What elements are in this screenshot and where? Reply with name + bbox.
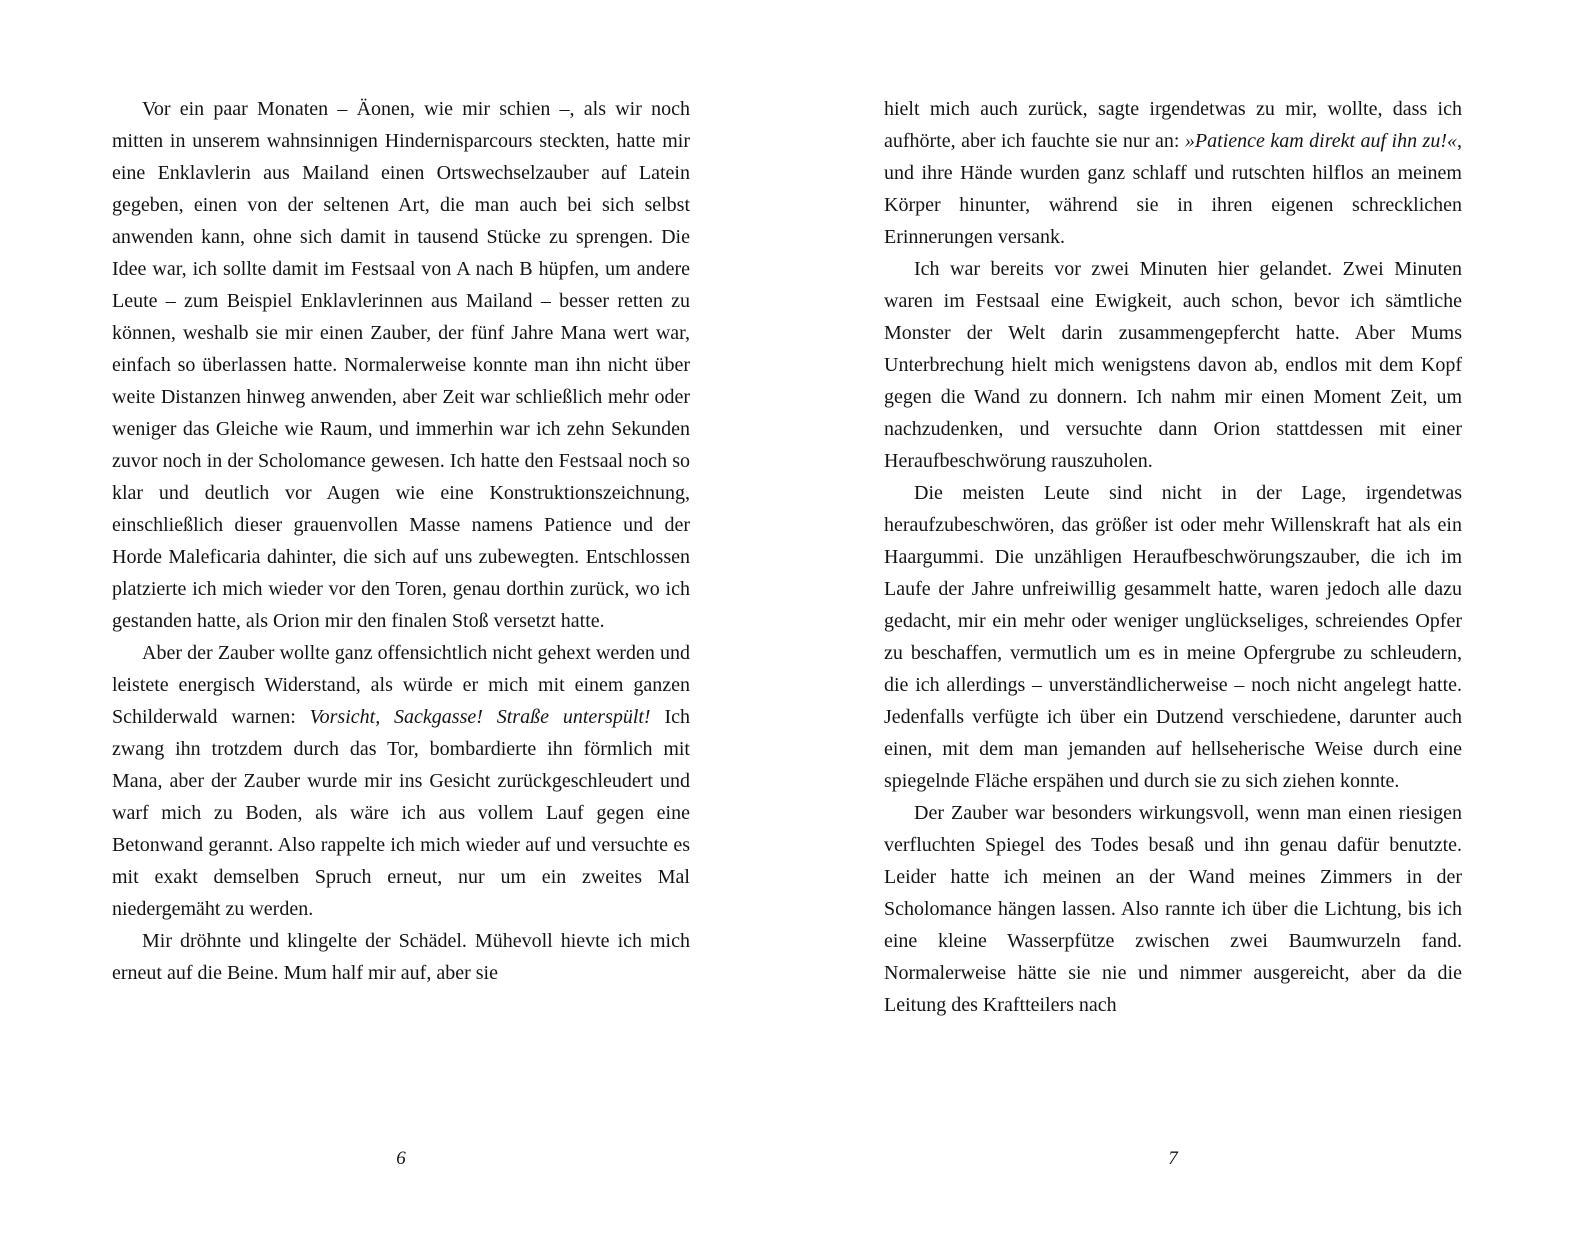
paragraph: Die meisten Leute sind nicht in der Lage, irgendetwas heraufzubeschwören, das größer ist oder mehr Willenskraft hat als ein Haargummi. Die unzähligen Heraufbeschwörungszauber, die ich im Laufe der Jahre unfreiwillig gesammelt hatte, waren jedoch alle dazu gedacht, mir ein mehr oder weniger unglückseliges, schreiendes Opfer zu beschaffen, vermutlich um es in meine Opfergrube zu schleudern, die ich allerdings – unverständlicherweise – noch nicht angelegt hatte. Jedenfalls verfügte ich über ein Dutzend verschiedene, darunter auch einen, mit dem man jemanden auf hellseherische Weise durch eine spiegelnde Fläche erspähen und durch sie zu sich ziehen konnte. [884, 482, 1462, 792]
paragraph: Vor ein paar Monaten – Äonen, wie mir schien –, als wir noch mitten in unserem wahnsinnigen Hindernisparcours steckten, hatte mir eine Enklavlerin aus Mailand einen Ortswechselzauber auf Latein gegeben, einen von der seltenen Art, die man auch bei sich selbst anwenden kann, ohne sich damit in tausend Stücke zu sprengen. Die Idee war, ich sollte damit im Festsaal von A nach B hüpfen, um andere Leute – zum Beispiel Enklavlerinnen aus Mailand – besser retten zu können, weshalb sie mir einen Zauber, der fünf Jahre Mana wert war, einfach so überlassen hatte. Normalerweise konnte man ihn nicht über weite Distanzen hinweg anwenden, aber Zeit war schließlich mehr oder weniger das Gleiche wie Raum, und immerhin war ich zehn Sekunden zuvor noch in der Scholomance gewesen. Ich hatte den Festsaal noch so klar und deutlich vor Augen wie eine Konstruktionszeichnung, einschließlich dieser grauenvollen Masse namens Patience und der Horde Maleficaria dahinter, die sich auf uns zubewegten. Entschlossen platzierte ich mich wieder vor den Toren, genau dorthin zurück, wo ich gestanden hatte, als Orion mir den finalen Stoß versetzt hatte. [112, 98, 690, 632]
page-right-text [884, 93, 1462, 1021]
paragraph: Der Zauber war besonders wirkungsvoll, wenn man einen riesigen verfluchten Spiegel des Todes besaß und ihn genau dafür benutzte. Leider hatte ich meinen an der Wand meines Zimmers in der Scholomance hängen lassen. Also rannte ich über die Lichtung, bis ich eine kleine Wasserpfütze zwischen zwei Baumwurzeln fand. Normalerweise hätte sie nie und nimmer ausgereicht, aber da die Leitung des Kraftteilers nach [884, 802, 1462, 1016]
paragraph: Aber der Zauber wollte ganz offensichtlich nicht gehext werden und leistete energisch Widerstand, als würde er mich mit einem ganzen Schilderwald warnen: Vorsicht, Sackgasse! Straße unterspült! Ich zwang ihn trotzdem durch das Tor, bombardierte ihn förmlich mit Mana, aber der Zauber wurde mir ins Gesicht zurückgeschleudert und warf mich zu Boden, als wäre ich aus vollem Lauf gegen eine Betonwand gerannt. Also rappelte ich mich wieder auf und versuchte es mit exakt demselben Spruch erneut, nur um ein zweites Mal niedergemäht zu werden. [112, 642, 690, 920]
paragraph: hielt mich auch zurück, sagte irgendetwas zu mir, wollte, dass ich aufhörte, aber ich fauchte sie nur an: »Patience kam direkt auf ihn zu!«, und ihre Hände wurden ganz schlaff und rutschten hilflos an meinem Körper hinunter, während sie in ihren eigenen schrecklichen Erinnerungen versank. [884, 98, 1463, 248]
paragraph: Ich war bereits vor zwei Minuten hier gelandet. Zwei Minuten waren im Festsaal eine Ewigkeit, auch schon, bevor ich sämtliche Monster der Welt darin zusammengepfercht hatte. Aber Mums Unterbrechung hielt mich wenigstens davon ab, endlos mit dem Kopf gegen die Wand zu donnern. Ich nahm mir einen Moment Zeit, um nachzudenken, und versuchte dann Orion stattdessen mit einer Heraufbeschwörung rauszuholen. [884, 258, 1462, 472]
page-number-right: 7 [1168, 1148, 1178, 1169]
page-left-text [112, 93, 690, 989]
page-number-left: 6 [396, 1148, 406, 1169]
paragraph: Mir dröhnte und klingelte der Schädel. Mühevoll hievte ich mich erneut auf die Beine. Mum half mir auf, aber sie [112, 930, 690, 984]
